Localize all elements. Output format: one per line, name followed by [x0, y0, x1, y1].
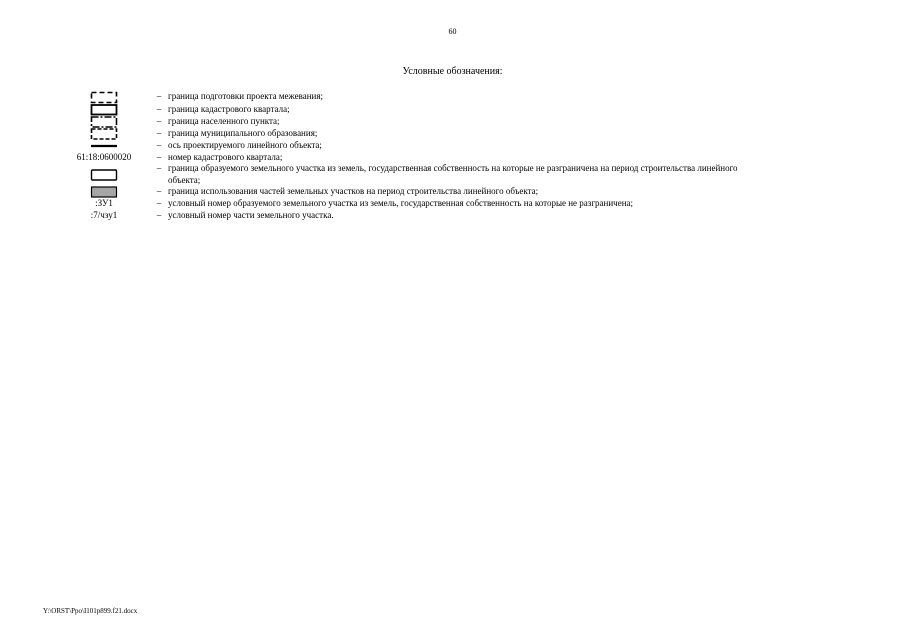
legend-dash: –: [156, 104, 162, 114]
plot-part-usage-icon: [70, 186, 138, 198]
survey-boundary-icon: [70, 91, 138, 104]
legend-item: [70, 91, 770, 104]
legend-description: граница образуемого земельного участка из земель, государственная собственность на которые не разграничена на период строительства линейного объекта;: [168, 163, 738, 185]
cadastral-quarter-boundary-icon: [70, 104, 138, 116]
legend-description: граница подготовки проекта межевания;: [168, 91, 324, 101]
legend-item: [70, 128, 770, 140]
legend-item: [70, 104, 770, 116]
legend-item: [70, 186, 770, 198]
legend-description: граница населенного пункта;: [168, 116, 280, 126]
legend-description: ось проектируемого линейного объекта;: [168, 140, 322, 150]
legend-item: [70, 140, 770, 152]
legend-description: граница муниципального образования;: [168, 128, 318, 138]
formed-plot-boundary-icon: [70, 163, 138, 186]
legend-item: [70, 198, 770, 210]
municipal-boundary-icon: [70, 128, 138, 140]
legend-title: [0, 66, 905, 77]
legend-dash: –: [156, 198, 162, 208]
plot-conditional-number: :ЗУ1: [95, 198, 113, 208]
page-number: 60: [448, 27, 457, 36]
legend-dash: –: [156, 128, 162, 138]
legend-description: условный номер части земельного участка.: [168, 209, 334, 220]
legend-description: номер кадастрового квартала;: [168, 151, 283, 162]
plot-part-conditional-number: :7/чзу1: [90, 209, 118, 220]
legend-item: [70, 152, 770, 164]
cadastral-quarter-number: 61:18:0600020: [76, 151, 132, 162]
legend-dash: –: [156, 151, 162, 162]
legend-dash: –: [156, 140, 162, 150]
legend-description: условный номер образуемого земельного участка из земель, государственная собственность на которые не разграничена;: [168, 198, 634, 208]
settlement-boundary-icon: [70, 116, 138, 128]
legend-dash: –: [156, 186, 162, 196]
legend-item: [70, 163, 770, 186]
legend-list: [70, 91, 770, 221]
legend-description: граница кадастрового квартала;: [168, 104, 290, 114]
legend-dash: –: [156, 163, 162, 173]
legend-dash: –: [156, 91, 162, 101]
legend-dash: –: [156, 209, 162, 220]
legend-title-text: Условные обозначения:: [402, 66, 503, 77]
legend-description: граница использования частей земельных участков на период строительства линейного объекта;: [168, 186, 539, 196]
legend-item: [70, 116, 770, 128]
file-path-footer: Y:\ORST\Ppo\I101p899.f21.docx: [43, 607, 138, 615]
legend-dash: –: [156, 116, 162, 126]
legend-item: [70, 210, 770, 222]
axis-line-icon: [70, 140, 138, 152]
